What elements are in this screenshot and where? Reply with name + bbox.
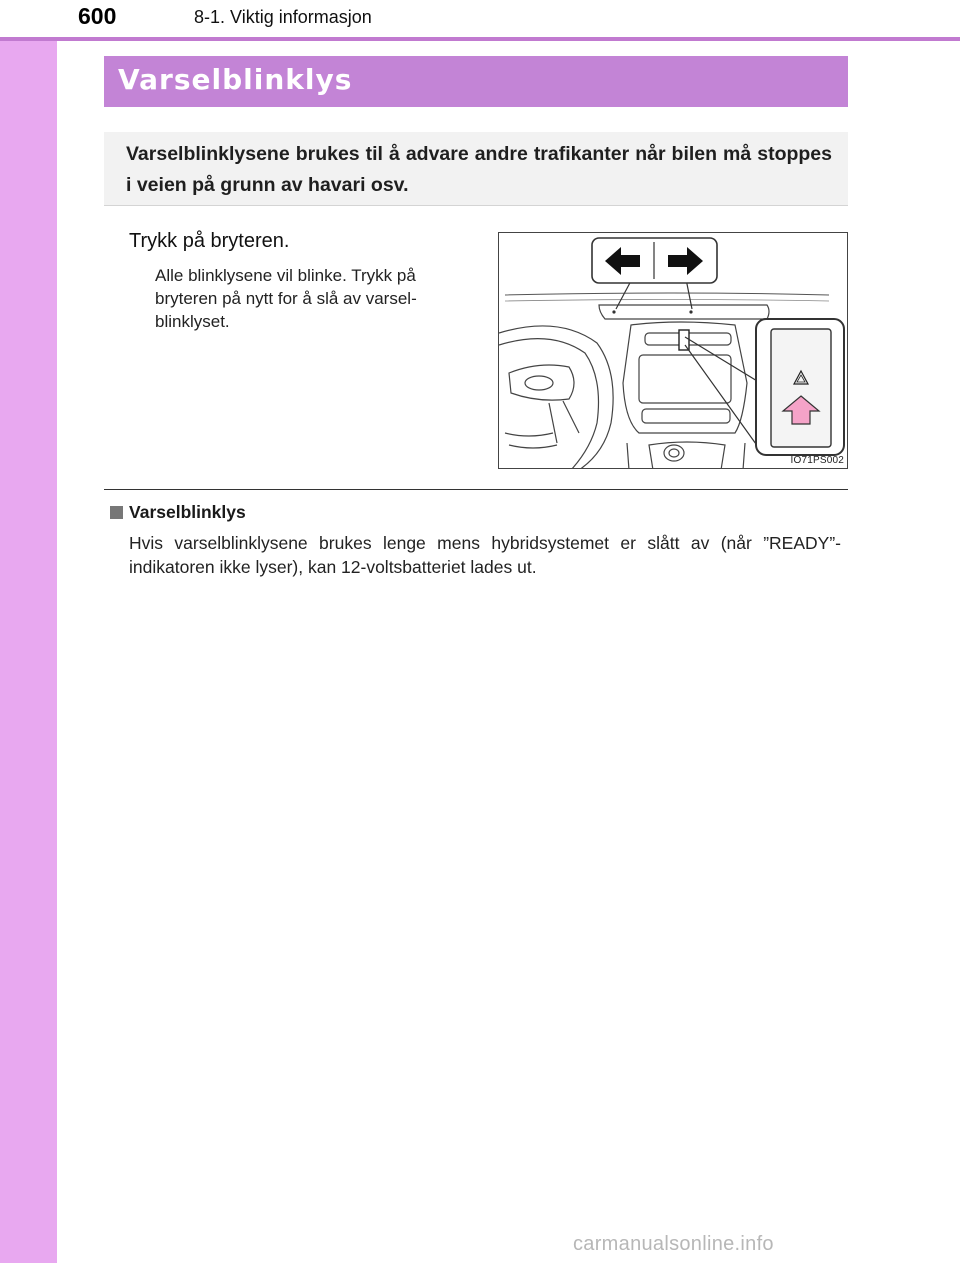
- hazard-switch: [771, 329, 831, 447]
- square-bullet-icon: [110, 506, 123, 519]
- header-rule: [0, 37, 960, 41]
- section-title: Varselblinklys: [118, 63, 353, 96]
- subsection-heading: [110, 502, 246, 523]
- hazard-button-small: [679, 330, 689, 350]
- chapter-side-band: [0, 0, 57, 1263]
- hazard-switch-illustration: [498, 232, 848, 469]
- page-header: [0, 0, 960, 38]
- page-number: 600: [78, 3, 117, 29]
- illustration-code: IO71PS002: [790, 455, 844, 466]
- step-note: Alle blinklysene vil blinke. Trykk på bryteren på nytt for å slå av varsel-blinklyset.: [155, 266, 417, 331]
- steering-wheel: [499, 326, 613, 469]
- center-stack: [623, 322, 747, 469]
- chapter-title: 8-1. Viktig informasjon: [194, 7, 372, 27]
- section-divider: [104, 489, 848, 490]
- intro-box: [104, 132, 848, 206]
- section-title-bar: [104, 56, 848, 107]
- intro-text: Varselblinklysene brukes til å advare andre trafikanter når bilen må stoppes i veien på grunn av havari osv.: [126, 143, 832, 196]
- subsection-text: Hvis varselblinklysene brukes lenge mens hybridsystemet er slått av (når ”READY”-indikatoren ikke lyser), kan 12-voltsbatteriet lades ut.: [129, 533, 841, 577]
- subsection-heading-text: Varselblinklys: [129, 502, 246, 522]
- step-instruction: Trykk på bryteren.: [129, 230, 290, 252]
- turn-indicator-strip: [599, 305, 769, 319]
- dashboard-drawing: [499, 233, 848, 469]
- watermark: carmanualsonline.info: [573, 1233, 774, 1255]
